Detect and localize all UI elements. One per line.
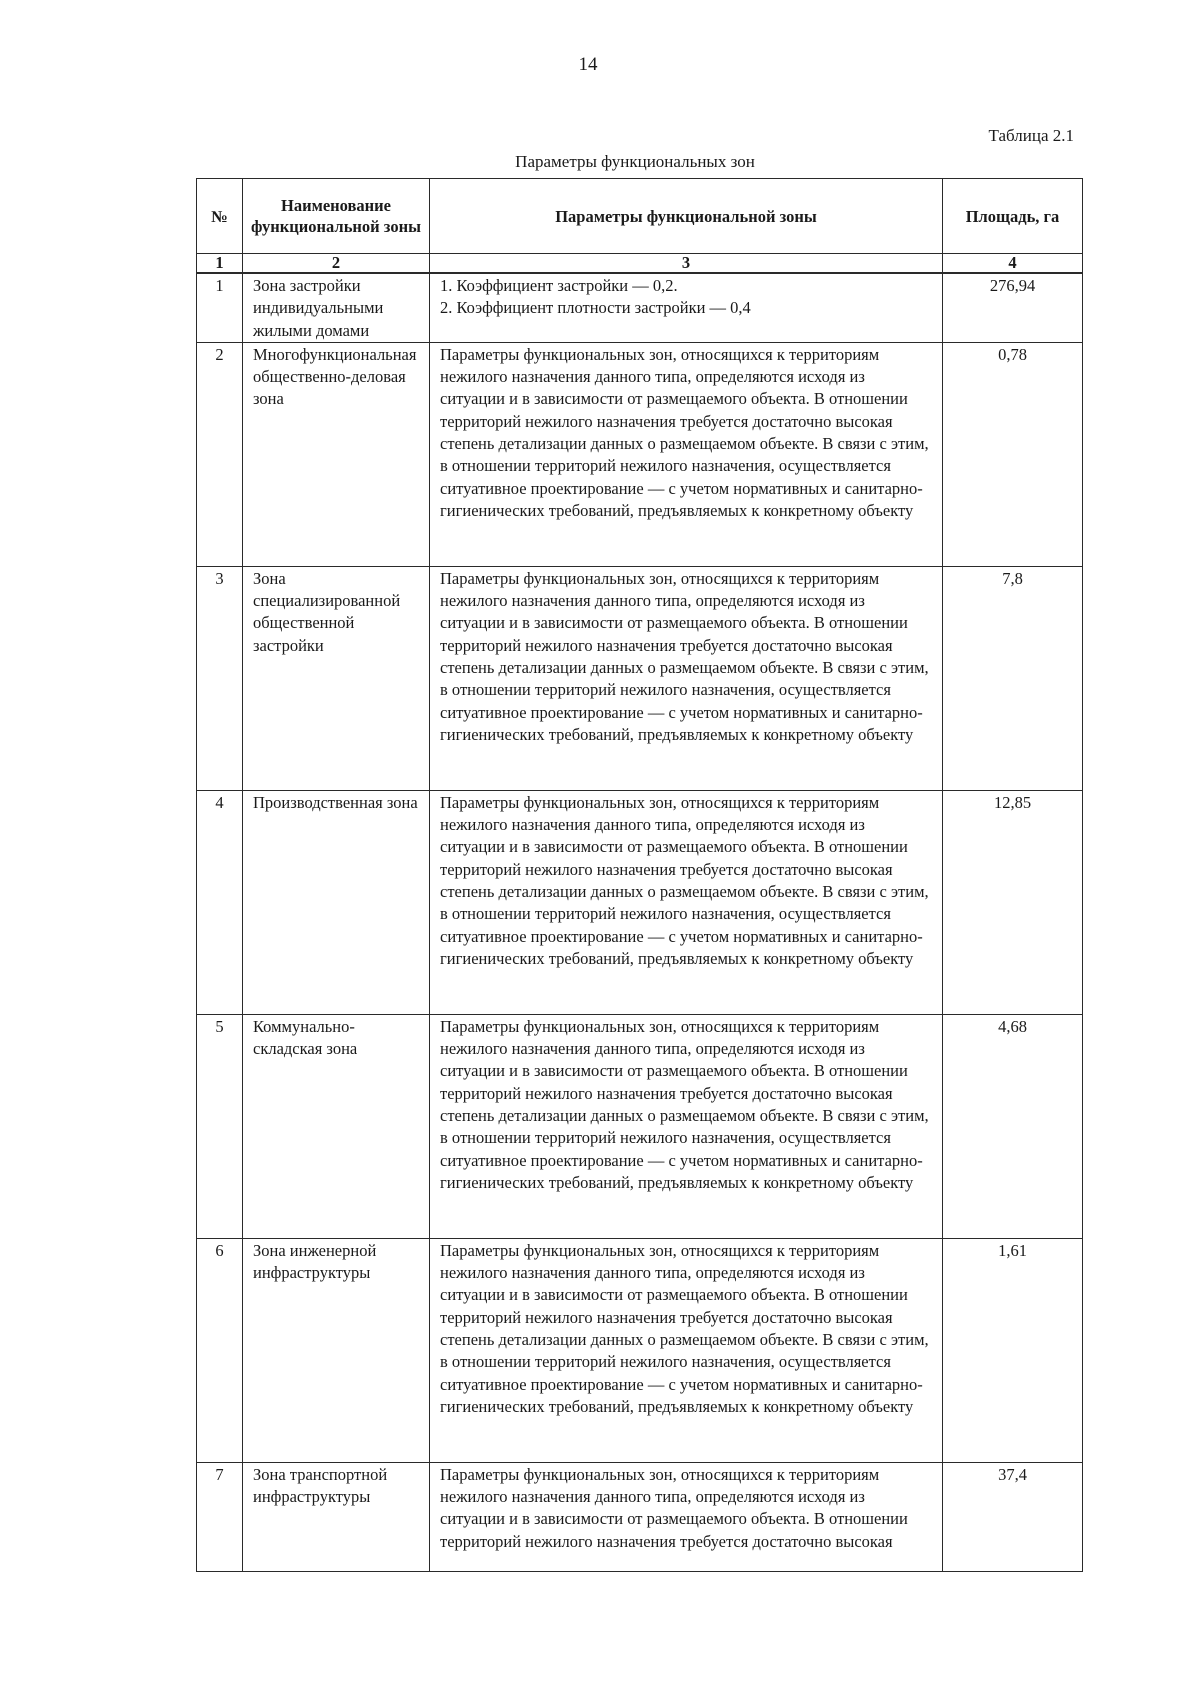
- zone-name: Зона специализированной общественной застройки: [243, 566, 430, 790]
- header-num: №: [197, 179, 243, 254]
- column-number: 2: [243, 254, 430, 274]
- row-number: 1: [197, 273, 243, 342]
- zone-params: Параметры функциональных зон, относящихся к территориям нежилого назначения данного типа, определяются исходя из ситуации и в зависимости от размещаемого объекта. В отношении территорий нежилого назначения требуется достаточно высокая степень детализации данных о размещаемом объекте. В связи с этим, в отношении территорий нежилого назначения, осуществляется ситуативное проектирование — с учетом нормативных и санитарно-гигиенических требований, предъявляемых к конкретному объекту: [430, 1014, 943, 1238]
- column-number: 1: [197, 254, 243, 274]
- zone-area: 7,8: [943, 566, 1083, 790]
- zone-name: Производственная зона: [243, 790, 430, 1014]
- zone-name: Коммунально-складская зона: [243, 1014, 430, 1238]
- table-row: [197, 273, 1083, 342]
- zone-params: Параметры функциональных зон, относящихся к территориям нежилого назначения данного типа, определяются исходя из ситуации и в зависимости от размещаемого объекта. В отношении территорий нежилого назначения требуется достаточно высокая степень детализации данных о размещаемом объекте. В связи с этим, в отношении территорий нежилого назначения, осуществляется ситуативное проектирование — с учетом нормативных и санитарно-гигиенических требований, предъявляемых к конкретному объекту: [430, 342, 943, 566]
- header-area: Площадь, га: [943, 179, 1083, 254]
- row-number: 2: [197, 342, 243, 566]
- zone-params: Параметры функциональных зон, относящихся к территориям нежилого назначения данного типа, определяются исходя из ситуации и в зависимости от размещаемого объекта. В отношении территорий нежилого назначения требуется достаточно высокая степень детализации данных о размещаемом объекте. В связи с этим, в отношении территорий нежилого назначения, осуществляется ситуативное проектирование — с учетом нормативных и санитарно-гигиенических требований, предъявляемых к конкретному объекту: [430, 566, 943, 790]
- param-line: 2. Коэффициент плотности застройки — 0,4: [440, 298, 751, 318]
- zone-area: 12,85: [943, 790, 1083, 1014]
- table-row: [197, 342, 1083, 566]
- zone-params: Параметры функциональных зон, относящихся к территориям нежилого назначения данного типа, определяются исходя из ситуации и в зависимости от размещаемого объекта. В отношении территорий нежилого назначения требуется достаточно высокая: [430, 1462, 943, 1571]
- table-row: [197, 566, 1083, 790]
- row-number: 7: [197, 1462, 243, 1571]
- param-line: 1. Коэффициент застройки — 0,2.: [440, 276, 678, 295]
- zone-name: Многофункциональная общественно-деловая зона: [243, 342, 430, 566]
- zone-name: Зона застройки индивидуальными жилыми домами: [243, 273, 430, 342]
- table-label: Таблица 2.1: [988, 126, 1074, 145]
- zone-area: 37,4: [943, 1462, 1083, 1571]
- zone-area: 0,78: [943, 342, 1083, 566]
- header-zone-params: Параметры функциональной зоны: [430, 179, 943, 254]
- header-zone-name: Наименование функциональной зоны: [243, 179, 430, 254]
- zone-params: Параметры функциональных зон, относящихся к территориям нежилого назначения данного типа, определяются исходя из ситуации и в зависимости от размещаемого объекта. В отношении территорий нежилого назначения требуется достаточно высокая степень детализации данных о размещаемом объекте. В связи с этим, в отношении территорий нежилого назначения, осуществляется ситуативное проектирование — с учетом нормативных и санитарно-гигиенических требований, предъявляемых к конкретному объекту: [430, 790, 943, 1014]
- functional-zones-table: [196, 178, 1083, 1572]
- table-row: [197, 1014, 1083, 1238]
- row-number: 5: [197, 1014, 243, 1238]
- table-row: [197, 790, 1083, 1014]
- zone-name: Зона инженерной инфраструктуры: [243, 1238, 430, 1462]
- table-row: [197, 1238, 1083, 1462]
- zone-area: 276,94: [943, 273, 1083, 342]
- row-number: 4: [197, 790, 243, 1014]
- row-number: 6: [197, 1238, 243, 1462]
- column-numbers-row: [197, 254, 1083, 274]
- column-number: 3: [430, 254, 943, 274]
- zone-area: 1,61: [943, 1238, 1083, 1462]
- zone-params: Параметры функциональных зон, относящихся к территориям нежилого назначения данного типа, определяются исходя из ситуации и в зависимости от размещаемого объекта. В отношении территорий нежилого назначения требуется достаточно высокая степень детализации данных о размещаемом объекте. В связи с этим, в отношении территорий нежилого назначения, осуществляется ситуативное проектирование — с учетом нормативных и санитарно-гигиенических требований, предъявляемых к конкретному объекту: [430, 1238, 943, 1462]
- table-caption: Параметры функциональных зон: [515, 152, 755, 171]
- zone-name: Зона транспортной инфраструктуры: [243, 1462, 430, 1571]
- table-row: [197, 1462, 1083, 1571]
- zone-area: 4,68: [943, 1014, 1083, 1238]
- row-number: 3: [197, 566, 243, 790]
- table-header-row: [197, 179, 1083, 254]
- zone-params: [430, 273, 943, 342]
- column-number: 4: [943, 254, 1083, 274]
- page-number: 14: [578, 54, 598, 75]
